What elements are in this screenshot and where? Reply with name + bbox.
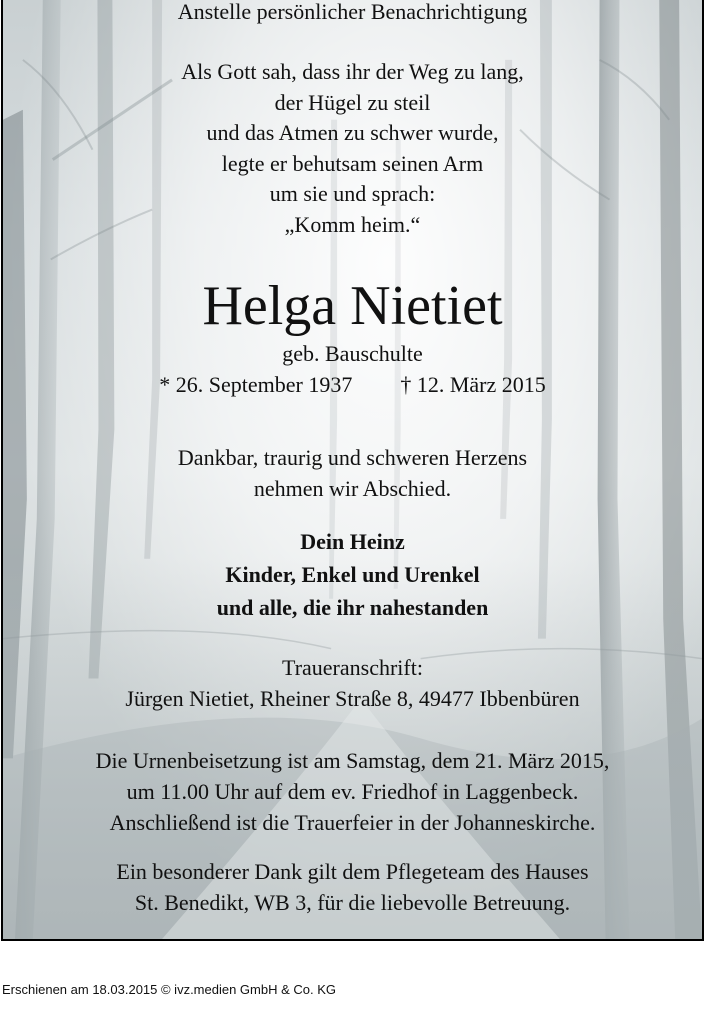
thanks-line: St. Benedikt, WB 3, für die liebevolle Betreuung. (134, 890, 571, 915)
funeral-info (3, 745, 702, 838)
notice-header: Anstelle persönlicher Benachrichtigung (177, 0, 528, 24)
death-date: † 12. März 2015 (400, 372, 546, 397)
thanks-text (3, 856, 702, 918)
mourner-line: Kinder, Enkel und Urenkel (225, 562, 480, 587)
mourners-list (3, 525, 702, 624)
farewell-text (3, 442, 702, 504)
address-text: Jürgen Nietiet, Rheiner Straße 8, 49477 Ibbenbüren (125, 686, 580, 711)
thanks-line: Ein besonderer Dank gilt dem Pflegeteam des Hauses (116, 859, 589, 884)
life-dates (3, 370, 702, 400)
funeral-line: um 11.00 Uhr auf dem ev. Friedhof in Laggenbeck. (126, 779, 579, 804)
maiden-name: geb. Bauschulte (282, 341, 423, 366)
mourner-line: und alle, die ihr nahestanden (216, 595, 489, 620)
poem-line: der Hügel zu steil (274, 89, 431, 115)
mourner-line: Dein Heinz (300, 529, 405, 554)
poem (3, 57, 702, 241)
funeral-line: Die Urnenbeisetzung ist am Samstag, dem 21. März 2015, (95, 748, 610, 773)
publication-footer: Erschienen am 18.03.2015 © ivz.medien GmbH & Co. KG (2, 982, 337, 997)
poem-line: und das Atmen zu schwer wurde, (206, 120, 499, 146)
address-label: Traueranschrift: (282, 655, 423, 680)
poem-line: Als Gott sah, dass ihr der Weg zu lang, (181, 59, 524, 84)
funeral-line: Anschließend ist die Trauerfeier in der Johanneskirche. (109, 810, 596, 835)
poem-line: legte er behutsam seinen Arm (221, 150, 484, 176)
poem-line: „Komm heim.“ (284, 211, 421, 237)
birth-date: * 26. September 1937 (159, 372, 353, 397)
mourning-address (3, 652, 702, 714)
farewell-line: Dankbar, traurig und schweren Herzens (177, 445, 528, 470)
obituary-notice (1, 0, 704, 941)
farewell-line: nehmen wir Abschied. (253, 476, 452, 501)
deceased-name: Helga Nietiet (202, 275, 503, 337)
poem-line: um sie und sprach: (269, 181, 436, 207)
